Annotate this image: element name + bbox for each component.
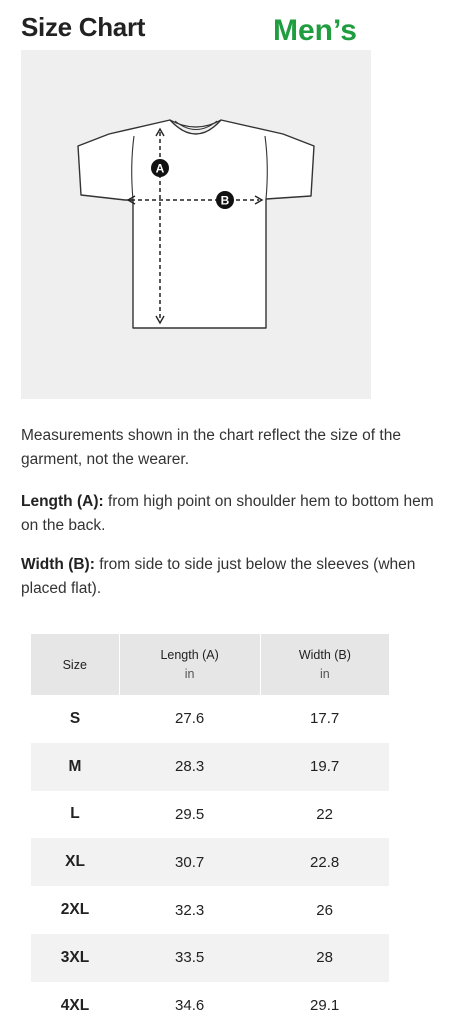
intro-text: Measurements shown in the chart reflect the size of the garment, not the wearer. [21, 427, 401, 468]
table-row [31, 695, 389, 743]
width-cell: 19.7 [260, 743, 389, 791]
length-cell: 29.5 [119, 791, 260, 839]
size-cell: 4XL [31, 982, 119, 1030]
length-cell: 34.6 [119, 982, 260, 1030]
page-title: Size Chart [21, 12, 146, 42]
width-cell: 22 [260, 791, 389, 839]
length-cell: 28.3 [119, 743, 260, 791]
width-cell: 28 [260, 934, 389, 982]
size-table [31, 634, 389, 1030]
length-cell: 30.7 [119, 838, 260, 886]
width-text: from side to side just below the sleeves (when placed flat). [21, 556, 416, 597]
table-row [31, 982, 389, 1030]
size-cell: 2XL [31, 886, 119, 934]
table-row [31, 743, 389, 791]
width-cell: 22.8 [260, 838, 389, 886]
size-cell: S [31, 695, 119, 743]
size-cell: L [31, 791, 119, 839]
table-header-row [31, 634, 389, 695]
table-row [31, 934, 389, 982]
length-cell: 33.5 [119, 934, 260, 982]
gender-label: Men’s [273, 14, 357, 47]
size-cell: 3XL [31, 934, 119, 982]
width-cell: 17.7 [260, 695, 389, 743]
width-description [21, 553, 453, 601]
length-cell: 27.6 [119, 695, 260, 743]
table-row [31, 838, 389, 886]
size-cell: M [31, 743, 119, 791]
length-label: Length (A): [21, 493, 104, 510]
table-row [31, 886, 389, 934]
marker-b-label: B [220, 193, 230, 208]
width-cell: 29.1 [260, 982, 389, 1030]
table-row [31, 791, 389, 839]
length-cell: 32.3 [119, 886, 260, 934]
size-cell: XL [31, 838, 119, 886]
header-size: Size [31, 634, 119, 695]
header-length-unit: in [184, 667, 195, 681]
header-width: Width (B) in [260, 634, 389, 695]
length-text: from high point on shoulder hem to bottom hem on the back. [21, 493, 434, 534]
width-cell: 26 [260, 886, 389, 934]
marker-a-label: A [155, 161, 165, 176]
width-label: Width (B): [21, 556, 95, 573]
header-length: Length (A) in [119, 634, 260, 695]
length-description [21, 490, 453, 538]
tshirt-diagram [21, 50, 371, 399]
tshirt-outline-icon [21, 50, 371, 399]
header-width-unit: in [320, 667, 330, 681]
